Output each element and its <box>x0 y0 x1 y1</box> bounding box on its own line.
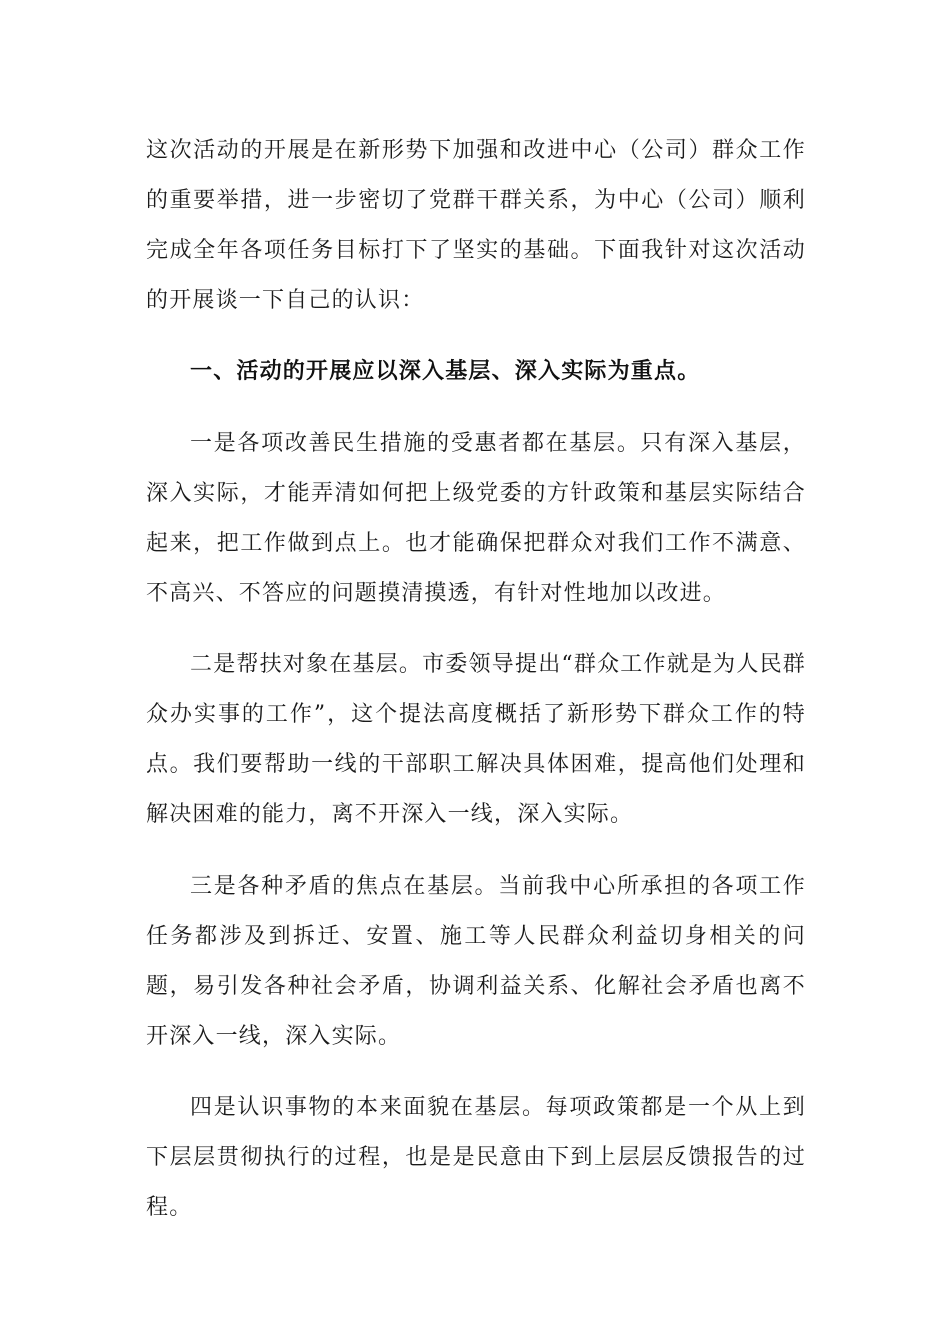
body-paragraph-2: 二是帮扶对象在基层。市委领导提出“群众工作就是为人民群众办实事的工作”，这个提法高度概括了新形势下群众工作的特点。我们要帮助一线的干部职工解决具体困难，提高他们处理和解决困难的能力，离不开深入一线，深入实际。 <box>146 652 806 827</box>
body-paragraph-1: 一是各项改善民生措施的受惠者都在基层。只有深入基层，深入实际，才能弄清如何把上级党委的方针政策和基层实际结合起来，把工作做到点上。也才能确保把群众对我们工作不满意、不高兴、不答应的问题摸清摸透，有针对性地加以改进。 <box>146 431 806 606</box>
section-heading: 一、活动的开展应以深入基层、深入实际为重点。 <box>190 359 701 384</box>
body-paragraph-4: 四是认识事物的本来面貌在基层。每项政策都是一个从上到下层层贯彻执行的过程，也是是民意由下到上层层反馈报告的过程。 <box>146 1095 806 1220</box>
body-paragraph-3: 三是各种矛盾的焦点在基层。当前我中心所承担的各项工作任务都涉及到拆迁、安置、施工等人民群众利益切身相关的问题，易引发各种社会矛盾，协调利益关系、化解社会矛盾也离不开深入一线，深入实际。 <box>146 874 806 1049</box>
intro-paragraph: 这次活动的开展是在新形势下加强和改进中心（公司）群众工作的重要举措，进一步密切了党群干群关系，为中心（公司）顺利完成全年各项任务目标打下了坚实的基础。下面我针对这次活动的开展谈一下自己的认识： <box>146 138 806 313</box>
